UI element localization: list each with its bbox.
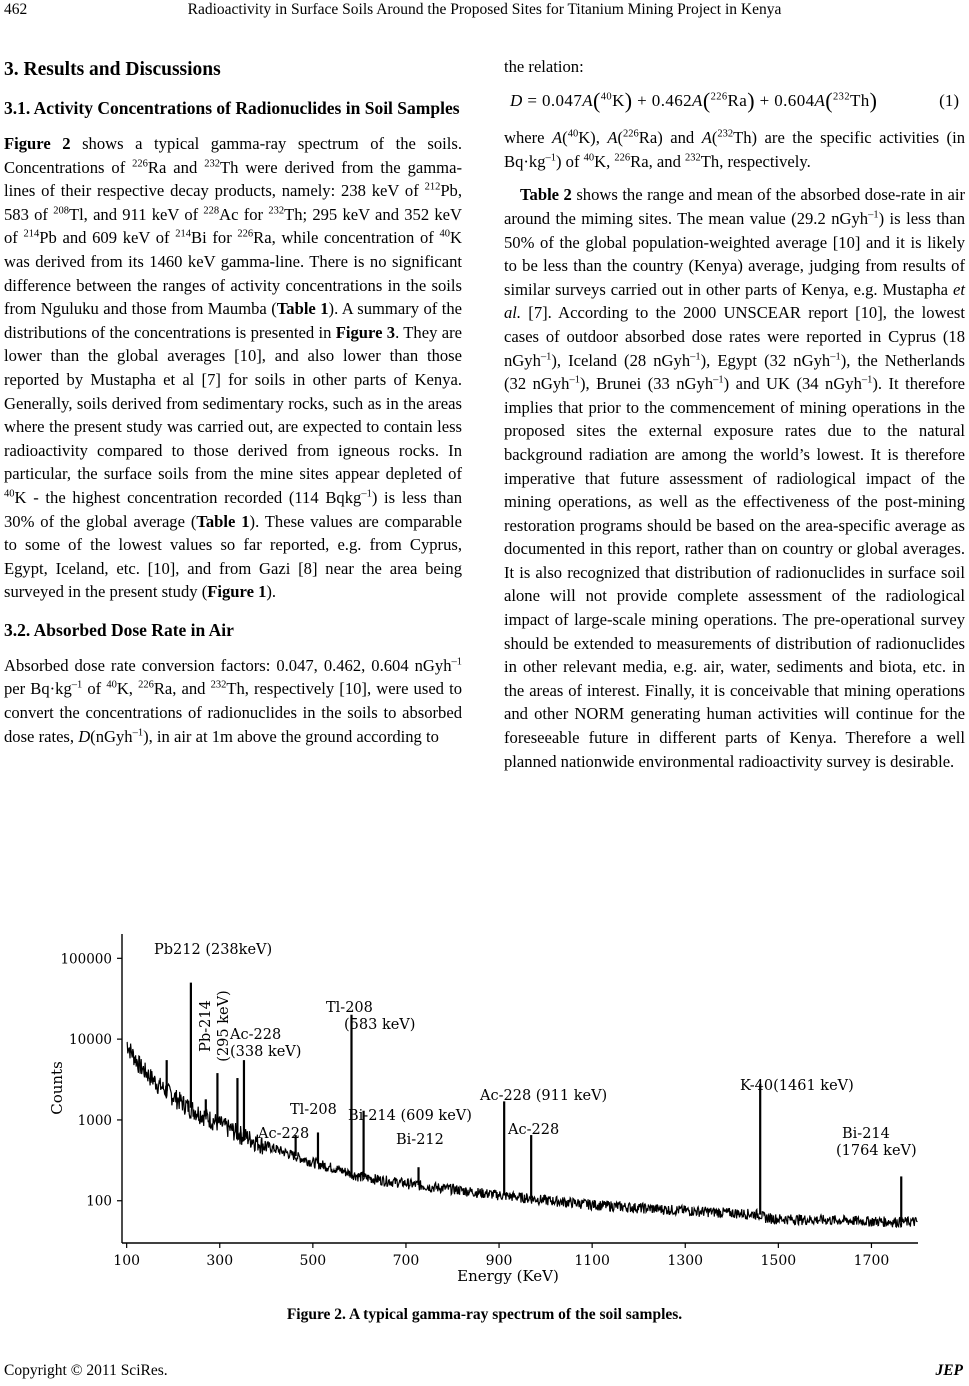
y-axis-label: Counts (48, 1061, 66, 1115)
running-title: Radioactivity in Surface Soils Around the Proposed Sites for Titanium Mining Project in Kenya (187, 1, 782, 18)
x-tick-label: 300 (206, 1253, 234, 1269)
running-header (0, 0, 969, 24)
y-tick-label: 100 (86, 1193, 112, 1210)
x-tick-label: 1500 (760, 1253, 797, 1269)
x-tick-label: 1300 (667, 1253, 704, 1269)
page-number: 462 (4, 1, 28, 18)
paragraph-where-definitions: where A($^{40}$K), A($^{226}$Ra) and A($^{232}$Th) are the specific activities (in $Bq\cdot kg^{-1}$) of $^{40}$K, $^{226}$Ra, and $^{232}$Th, respectively. (504, 128, 965, 171)
subsection-heading-dose-rate: 3.2. Absorbed Dose Rate in Air (4, 619, 234, 640)
x-tick-label: 100 (113, 1253, 141, 1269)
paragraph-conversion-factors: Absorbed dose rate conversion factors: 0.047, 0.462, 0.604 nGyh$^{-1}$ per $Bq\cdot kg^{-1}$ of $^{40}$K, $^{226}$Ra, and $^{232}$Th, respectively [10], were used to convert the concentrations of radionuclides in the soils to absorbed dose rates, D(nGyh$^{-1}$), in air at 1m above the ground according to (4, 655, 462, 746)
peak-annotation-text: Ac-228 (508, 1122, 560, 1138)
peak-annotation-text: Bi-212 (396, 1132, 444, 1148)
subsection-heading-activity: 3.1. Activity Concentrations of Radionuclides in Soil Samples (4, 98, 460, 118)
y-tick-label: 10000 (69, 1032, 112, 1049)
peak-annotation-text: Tl-208 (290, 1102, 337, 1118)
peak-annotation-text: Ac-228 (258, 1126, 310, 1142)
copyright-notice: Copyright © 2011 SciRes. (4, 1362, 168, 1379)
y-tick-label: 1000 (77, 1112, 112, 1129)
right-column (504, 55, 965, 773)
peak-annotation-text: Pb212 (238keV) (154, 942, 273, 958)
equation-dose-rate (504, 89, 965, 113)
equation-lhs: D (510, 90, 523, 110)
x-tick-label: 900 (485, 1253, 513, 1269)
peak-annotation-text: (1764 keV) (836, 1143, 917, 1159)
peak-annotation (507, 1122, 559, 1138)
page-footer (4, 1362, 963, 1380)
peak-annotation (348, 1108, 472, 1124)
peak-annotation-text: Tl-208 (326, 1000, 373, 1016)
peak-annotations (154, 942, 917, 1159)
x-tick-label: 1700 (853, 1253, 890, 1269)
peak-annotation-text: (583 keV) (344, 1017, 416, 1033)
paragraph-relation-intro: the relation: (504, 57, 584, 76)
peak-annotation-text: Pb-214 (198, 1000, 214, 1052)
coefficient-th232: 0.604 (774, 90, 815, 110)
peak-annotation (479, 1088, 607, 1104)
x-tick-label: 700 (392, 1253, 420, 1269)
equation-number: (1) (939, 90, 959, 110)
figure-gamma-spectrum (42, 928, 922, 1290)
journal-abbreviation: JEP (935, 1362, 963, 1379)
peak-annotation (290, 1102, 337, 1118)
symbol-th: Th (849, 90, 870, 110)
paragraph-table2-discussion: Table 2 shows the range and mean of the absorbed dose-rate in air around the miming sites. The mean value (29.2 nGyh$^{-1}$) is less than 50% of the global population-weighted average [10] and it is likely to be less than the country (Kenya) average, judging from results of similar surveys carried out in other parts of Kenya, e.g. Mustapha et al. [7]. According to the 2000 UNSCEAR report [10], the lowest cases of outdoor absorbed dose rates were reported in Cyprus (18 nGyh$^{-1}$), Iceland (28 nGyh$^{-1}$), Egypt (32 nGyh$^{-1}$), the Netherlands (32 nGyh$^{-1}$), Brunei (33 nGyh$^{-1}$) and UK (34 nGyh$^{-1}$). It therefore implies that prior to the commencement of mining operations in the proposed sites the external exposure rates due to the natural background radiation are among the world’s lowest. It is therefore imperative that future assessment of radiological impact of the mining operations, as well as the effectiveness of the post-mining restoration programs should be based on the area-specific average as documented in this report, rather than on country or global averages. It is also recognized that distribution of radionuclides in surface soil alone will not provide complete assessment of the radiological impact of large-scale mining operations. The pre-operational survey should be extended to measurements of distribution of radionuclides in other relevant media, e.g. air, water, sediments and biota, etc. in the areas of interest. Finally, it is conceivable that mining operations and other NORM generating human activities will continue for the foreseeable future in different parts of Kenya. Therefore a well planned nationwide environmental radioactivity survey is desirable. (504, 185, 965, 771)
peak-annotation-text: Bi-214 (609 keV) (348, 1108, 472, 1124)
spectrum-chart (42, 928, 922, 1290)
coefficient-ra226: 0.462 (651, 90, 693, 110)
peak-annotation-text: Ac-228 (230, 1027, 282, 1043)
peak-annotation-text: (295 keV) (216, 990, 232, 1062)
coefficient-k40: 0.047 (541, 90, 583, 110)
peak-annotation-text: Bi-214 (842, 1126, 890, 1142)
peak-annotation-text: (338 keV) (230, 1044, 302, 1060)
mass-number-th: 232 (833, 90, 850, 102)
x-axis-label: Energy (KeV) (457, 1267, 559, 1285)
x-tick-label: 500 (299, 1253, 327, 1269)
peak-annotation (836, 1126, 917, 1159)
peak-annotation (154, 942, 272, 958)
mass-number-ra: 226 (710, 90, 728, 102)
peak-annotation (229, 1027, 301, 1060)
peak-annotation (396, 1132, 444, 1148)
peak-annotation-text: K-40(1461 keV) (740, 1078, 854, 1094)
x-tick-label: 1100 (574, 1253, 610, 1269)
peak-annotation-text: Ac-228 (911 keV) (480, 1088, 608, 1104)
section-heading: 3. Results and Discussions (4, 59, 221, 80)
peak-annotation (198, 990, 232, 1061)
mass-number-k: 40 (600, 90, 613, 102)
equation-expression: D = 0.047A($^{40}$K) + 0.462A($^{226}$Ra) + 0.604A($^{232}$Th) (510, 87, 878, 113)
peak-annotation (257, 1126, 309, 1142)
symbol-ra: Ra (727, 90, 748, 110)
left-column (4, 52, 462, 748)
paragraph-activity-concentrations: Figure 2 shows a typical gamma-ray spectrum of the soils. Concentrations of $^{226}$Ra and $^{232}$Th were derived from the gamma-lines of their respective decay products, namely: 238 keV of $^{212}$Pb, 583 of $^{208}$Tl, and 911 keV of $^{228}$Ac for $^{232}$Th; 295 keV and 352 keV of $^{214}$Pb and 609 keV of $^{214}$Bi for $^{226}$Ra, while concentration of $^{40}$K was derived from its 1460 keV gamma-line. There is no significant difference between the ranges of activity concentrations in the soils from Nguluku and those from Maumba (Table 1). A summary of the distributions of the concentrations is presented in Figure 3. They are lower than the global averages [10], and also lower than those reported by Mustapha et al [7] for soils in other parts of Kenya. Generally, soils derived from sedimentary rocks, such as in the areas where the present study was carried out, are expected to contain less radioactivity compared to those derived from igneous rocks. In particular, the surface soils from the mine sites appear depleted of $^{40}$K - the highest concentration recorded (114 Bqkg$^{-1}$) is less than 30% of the global average (Table 1). These values are comparable to some of the lowest values so far reported, e.g. from Cyprus, Egypt, Iceland, etc. [10], and from Gazi [8] near the area being surveyed in the present study (Figure 1). (4, 134, 463, 602)
y-tick-label: 100000 (60, 951, 112, 968)
symbol-k: K (612, 90, 625, 110)
peak-annotation (326, 1000, 415, 1033)
figure-caption: Figure 2. A typical gamma-ray spectrum of the soil samples. (286, 1306, 683, 1323)
peak-annotation (740, 1078, 854, 1094)
